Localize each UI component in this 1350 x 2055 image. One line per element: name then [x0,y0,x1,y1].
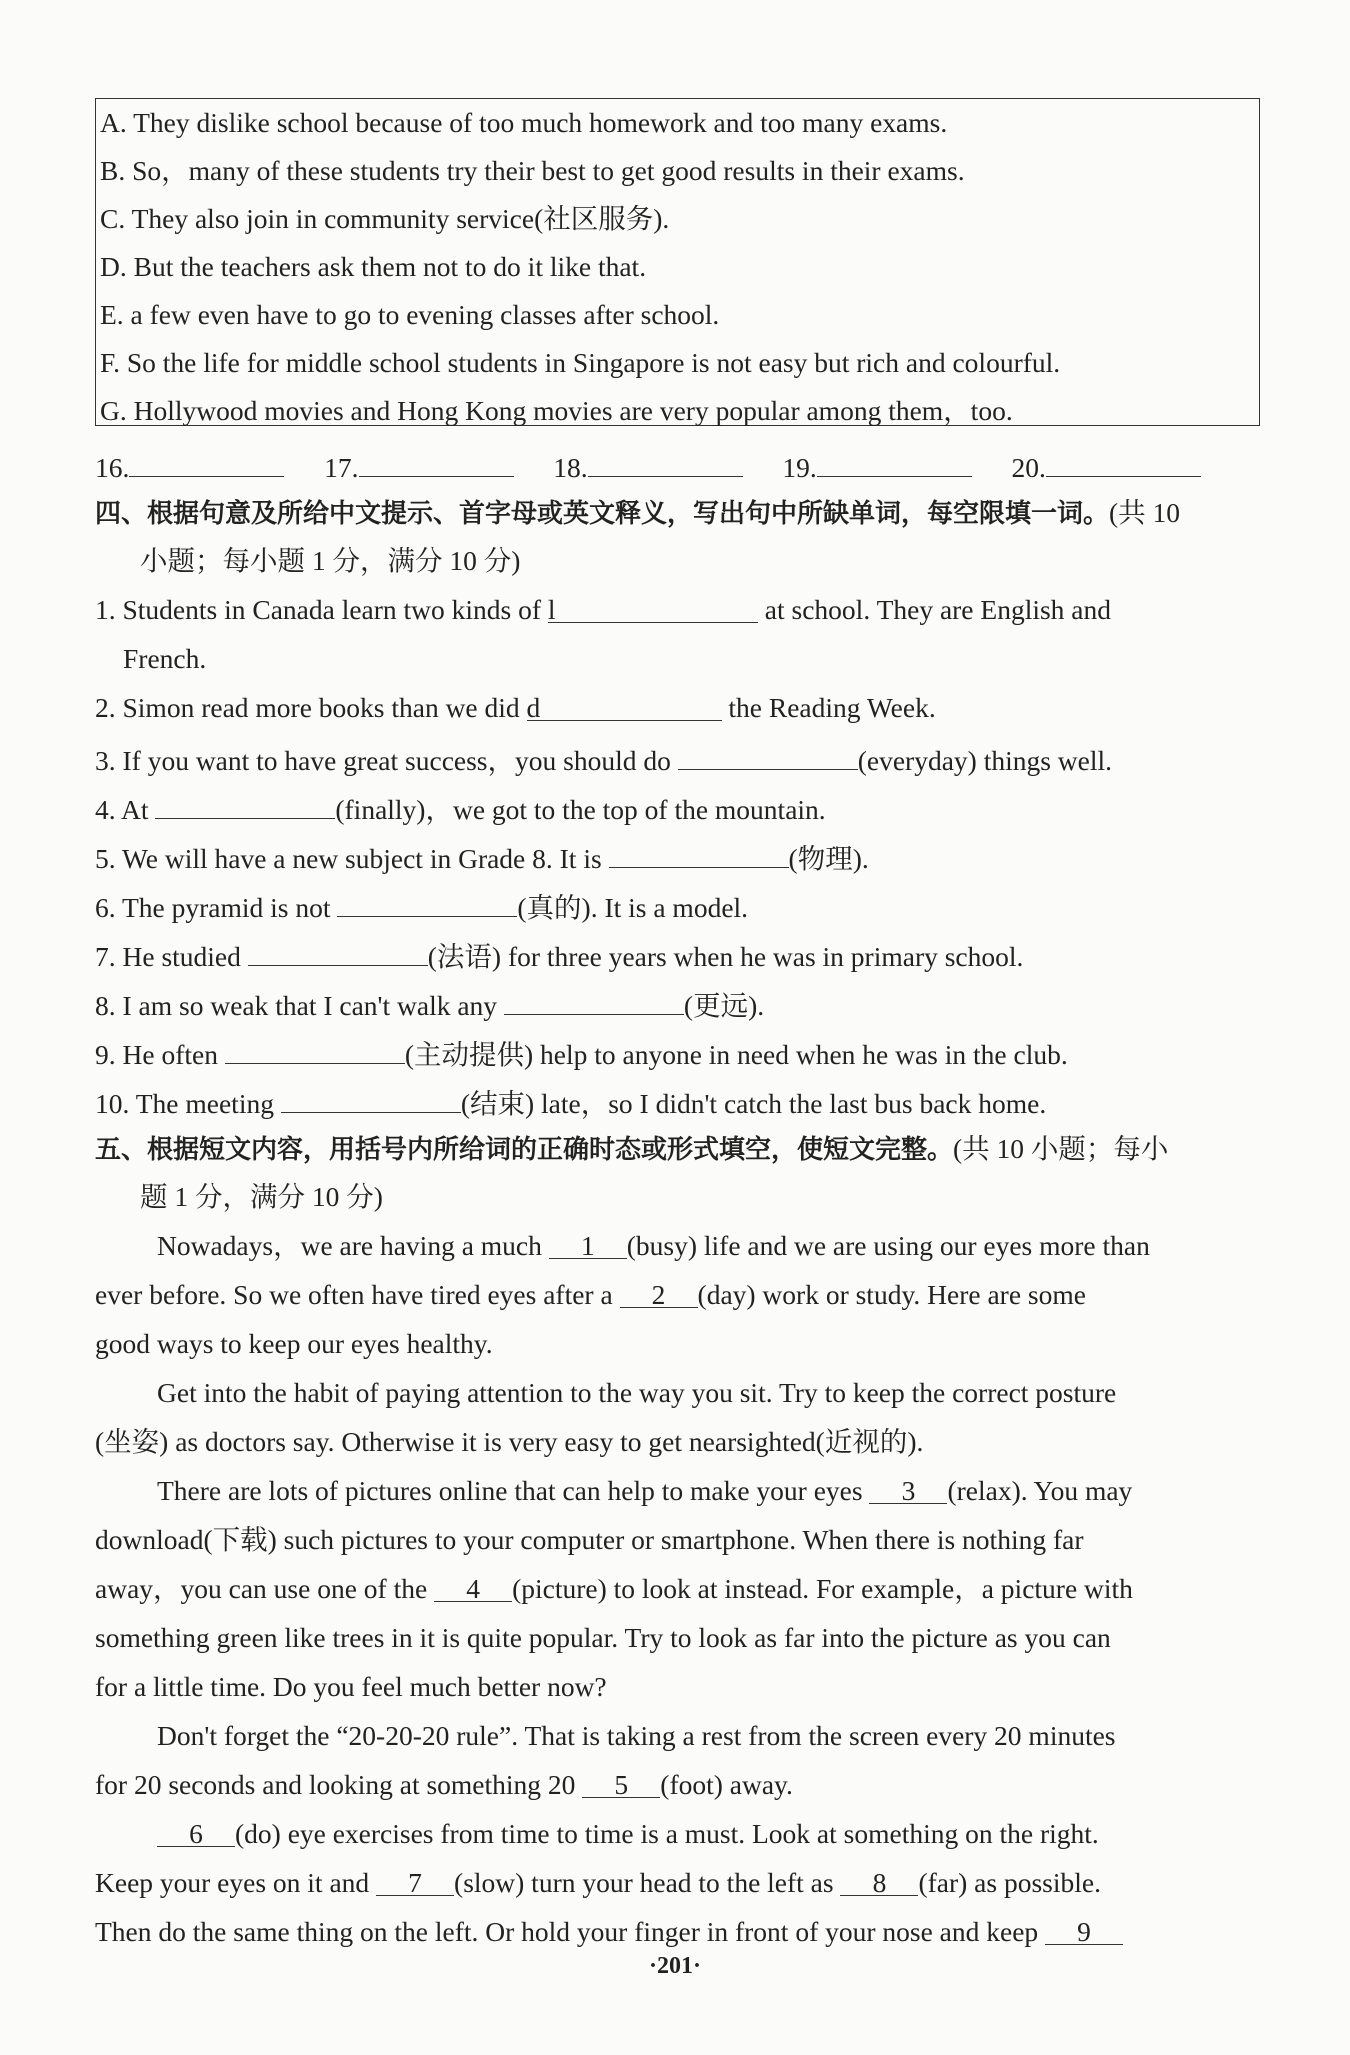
s4-question-8: 8. I am so weak that I can't walk any (更远). [95,985,764,1022]
passage-line-8: away，you can use one of the 4 (picture) to look at instead. For example，a picture with [95,1573,1133,1604]
answer-blank-18[interactable] [588,447,743,477]
passage-line-15: Then do the same thing on the left. Or hold your finger in front of your nose and keep 9 [95,1915,1123,1948]
s4-question-10: 10. The meeting (结束) late，so I didn't catch the last bus back home. [95,1083,1046,1120]
page-number: ·201· [648,1953,701,1979]
s4-question-1-cont: French. [123,643,207,674]
passage-line-10: for a little time. Do you feel much better now? [95,1671,607,1702]
section5-heading-text: 五、根据短文内容，用括号内所给词的正确时态或形式填空，使短文完整。 [95,1135,954,1165]
passage-line-2: ever before. So we often have tired eyes after a 2 (day) work or study. Here are some [95,1279,1086,1310]
passage-line-1: Nowadays，we are having a much 1 (busy) life and we are using our eyes more than [157,1230,1150,1261]
passage-blank-4[interactable]: 4 [434,1572,512,1602]
s4-question-9: 9. He often (主动提供) help to anyone in need when he was in the club. [95,1034,1068,1071]
s4-blank-10[interactable] [281,1083,461,1113]
passage-line-11: Don't forget the “20-20-20 rule”. That is taking a rest from the screen every 20 minutes [157,1720,1116,1751]
passage-line-9: something green like trees in it is quite popular. Try to look as far into the picture as you can [95,1622,1111,1653]
answer-label-18: 18. [553,451,588,483]
s4-blank-1[interactable]: l [548,593,758,623]
passage-blank-2[interactable]: 2 [620,1278,698,1308]
section5-heading-note-2: 题 1 分，满分 10 分) [140,1181,383,1212]
s4-blank-2[interactable]: d [527,691,722,721]
answer-label-20: 20. [1011,451,1046,483]
s4-question-7: 7. He studied (法语) for three years when he was in primary school. [95,936,1023,973]
section4-heading-note: (共 10 [1109,497,1181,528]
answer-blank-20[interactable] [1046,447,1201,477]
option-a: A. They dislike school because of too much homework and too many exams. [100,107,948,138]
passage-blank-1[interactable]: 1 [549,1229,627,1259]
option-b: B. So，many of these students try their best to get good results in their exams. [100,155,965,186]
s4-blank-3[interactable] [678,740,858,770]
answer-blanks-row [95,447,1201,484]
s4-blank-7[interactable] [248,936,428,966]
options-box [95,98,1260,426]
section4-heading-note-2: 小题；每小题 1 分，满分 10 分) [140,545,521,576]
option-e: E. a few even have to go to evening classes after school. [100,299,720,330]
s4-question-3: 3. If you want to have great success，you should do (everyday) things well. [95,740,1112,777]
passage-blank-9[interactable]: 9 [1045,1915,1123,1945]
s4-question-5: 5. We will have a new subject in Grade 8. It is (物理). [95,838,869,875]
option-c: C. They also join in community service(社区服务). [100,203,670,234]
option-f: F. So the life for middle school students in Singapore is not easy but rich and colourful. [100,347,1061,378]
passage-line-4: Get into the habit of paying attention to the way you sit. Try to keep the correct posture [157,1377,1117,1408]
passage-blank-6[interactable]: 6 [157,1817,235,1847]
section4-heading [95,496,1180,530]
s4-blank-8[interactable] [504,985,684,1015]
passage-blank-7[interactable]: 7 [376,1866,454,1896]
s4-question-4: 4. At (finally)，we got to the top of the mountain. [95,789,826,826]
passage-line-14: Keep your eyes on it and 7 (slow) turn your head to the left as 8 (far) as possible. [95,1867,1101,1898]
section5-heading [95,1132,1168,1166]
section4-heading-text: 四、根据句意及所给中文提示、首字母或英文释义，写出句中所缺单词，每空限填一词。 [95,499,1110,529]
passage-line-13: 6 (do) eye exercises from time to time is a must. Look at something on the right. [157,1817,1099,1850]
option-d: D. But the teachers ask them not to do it like that. [100,251,647,282]
passage-line-5: (坐姿) as doctors say. Otherwise it is very easy to get nearsighted(近视的). [95,1426,924,1457]
answer-blank-17[interactable] [359,447,514,477]
passage-blank-3[interactable]: 3 [869,1474,947,1504]
passage-line-3: good ways to keep our eyes healthy. [95,1328,493,1359]
s4-question-6: 6. The pyramid is not (真的). It is a model. [95,887,748,924]
passage-line-7: download(下载) such pictures to your computer or smartphone. When there is nothing far [95,1524,1084,1555]
option-g: G. Hollywood movies and Hong Kong movies are very popular among them，too. [100,395,1013,426]
answer-label-17: 17. [324,451,359,483]
answer-blank-16[interactable] [129,447,284,477]
s4-blank-9[interactable] [225,1034,405,1064]
s4-blank-5[interactable] [609,838,789,868]
s4-question-1: 1. Students in Canada learn two kinds of l at school. They are English and [95,594,1112,625]
passage-blank-5[interactable]: 5 [582,1768,660,1798]
section5-heading-note: (共 10 小题；每小 [953,1133,1169,1164]
passage-line-12: for 20 seconds and looking at something 20 5 (foot) away. [95,1769,793,1800]
s4-question-2: 2. Simon read more books than we did d the Reading Week. [95,692,936,723]
passage-blank-8[interactable]: 8 [840,1866,918,1896]
s4-blank-4[interactable] [155,789,335,819]
answer-label-16: 16. [95,451,130,483]
answer-blank-19[interactable] [817,447,972,477]
passage-line-6: There are lots of pictures online that can help to make your eyes 3 (relax). You may [157,1475,1133,1506]
s4-blank-6[interactable] [337,887,517,917]
answer-label-19: 19. [782,451,817,483]
